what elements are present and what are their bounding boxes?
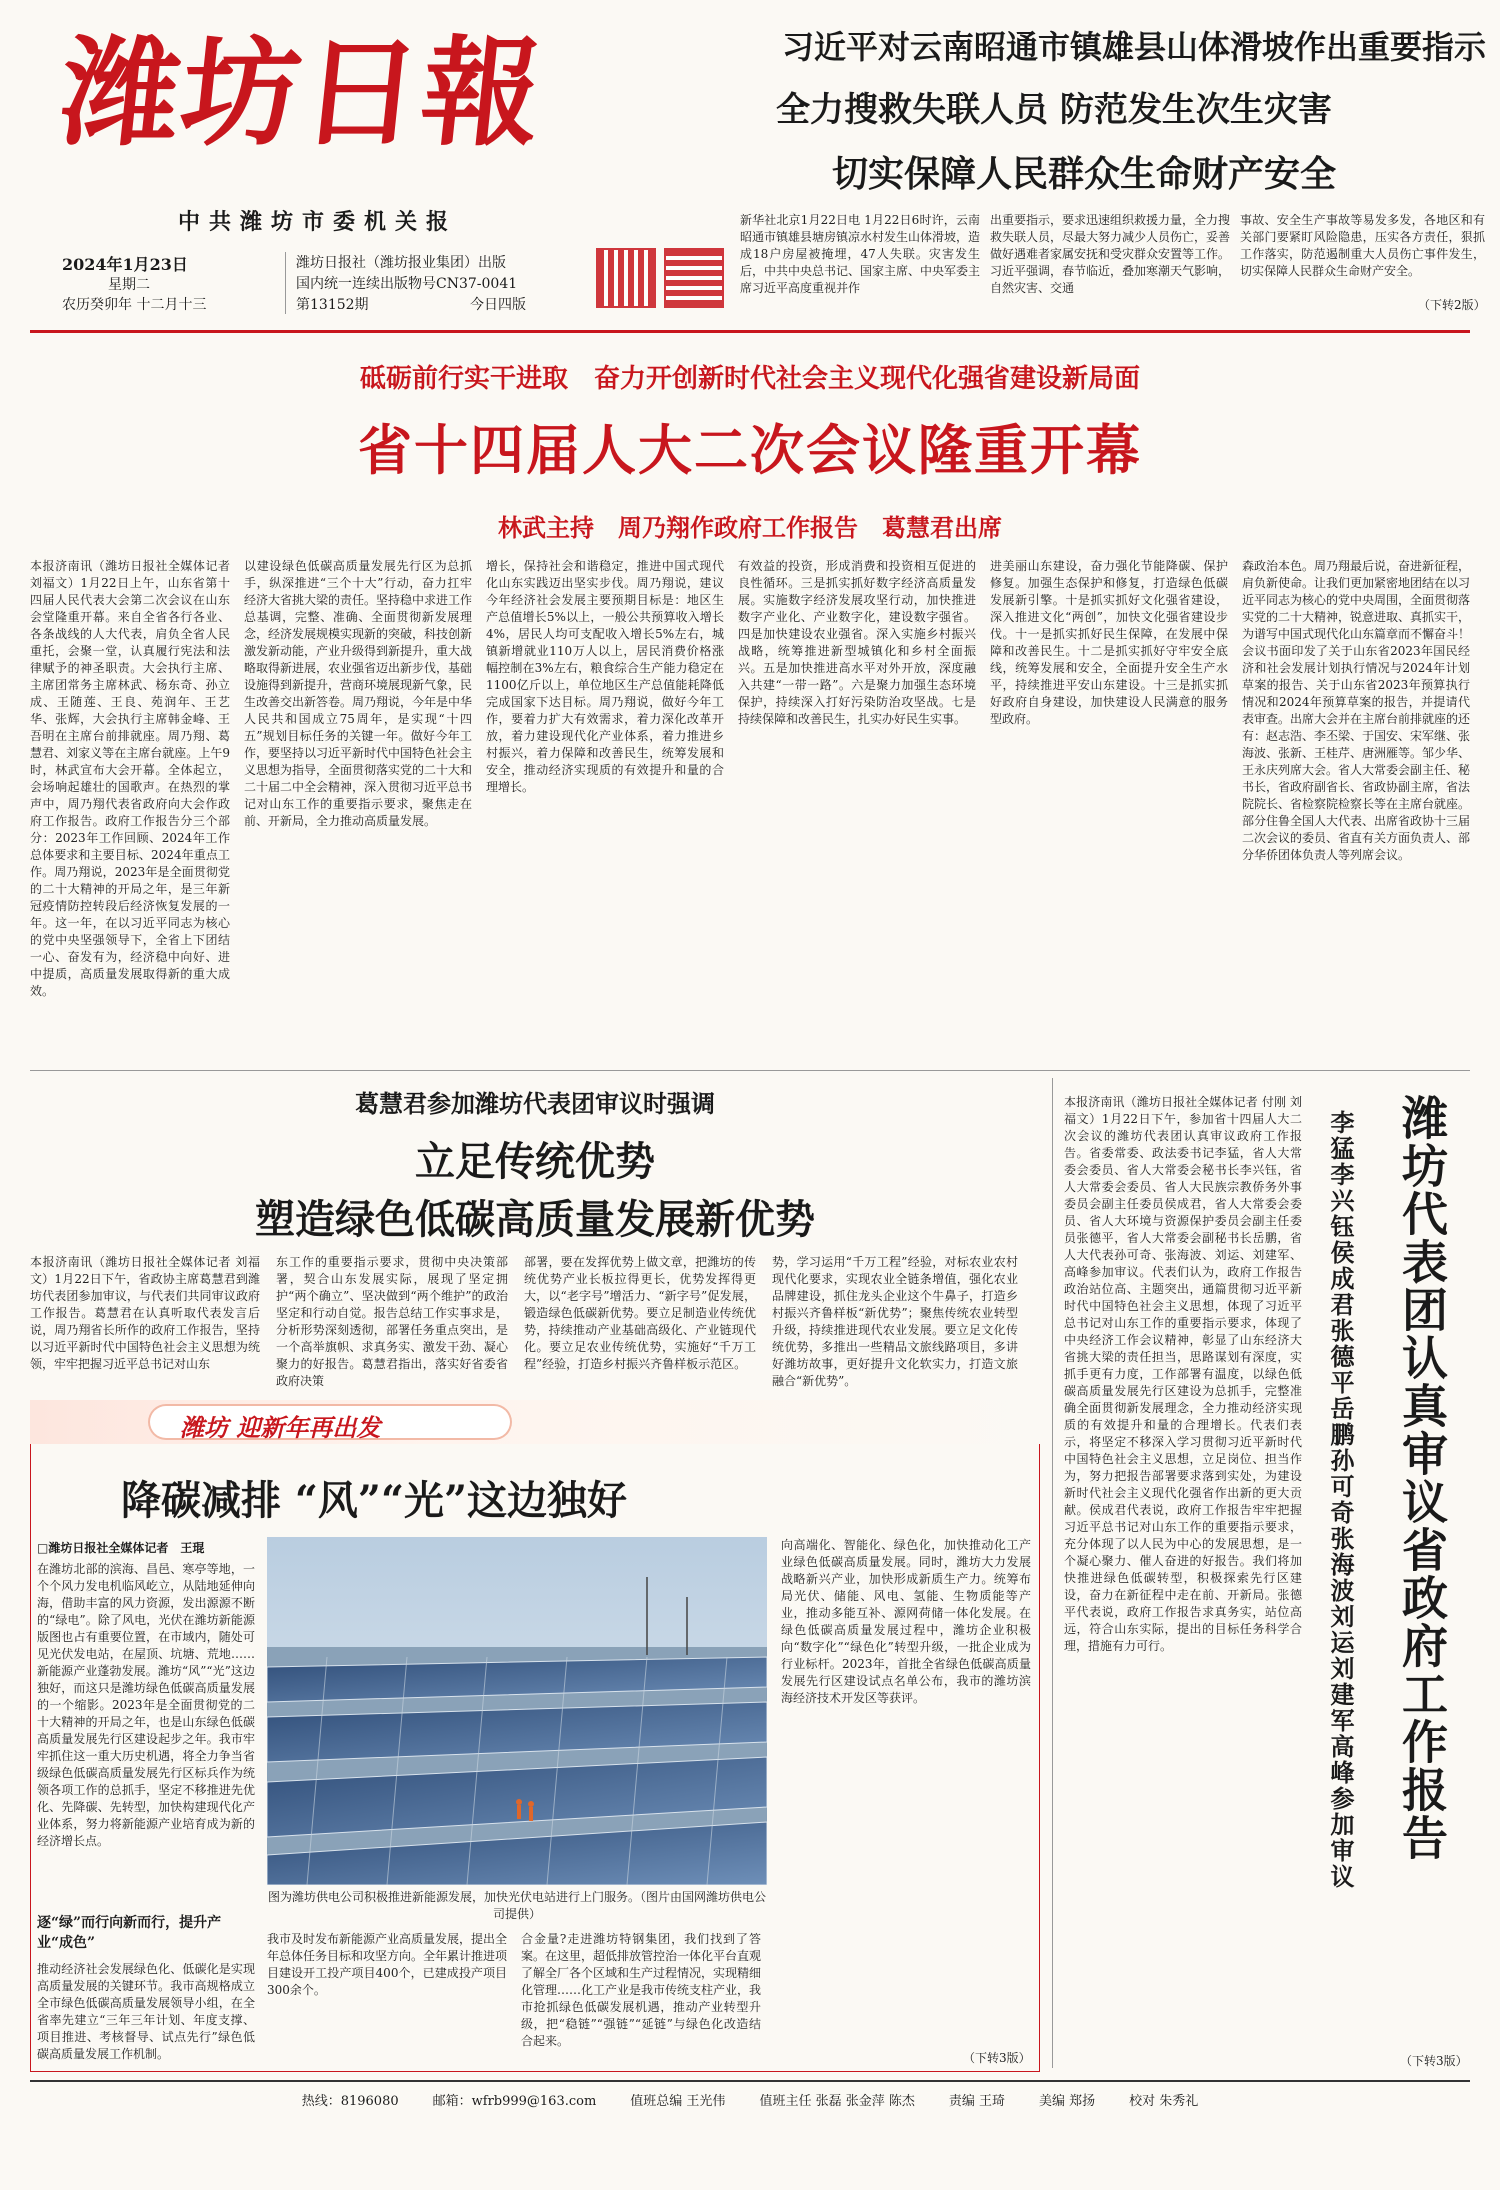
masthead-divider <box>285 252 286 314</box>
photo-caption: 图为潍坊供电公司积极推进新能源发展，加快光伏电站进行上门服务。（图片由国网潍坊供电公司提供） <box>267 1890 766 1921</box>
lead-subline: 林武主持 周乃翔作政府工作报告 葛慧君出席 <box>498 513 1002 542</box>
issue-weekday: 星期二 <box>108 277 150 293</box>
footer <box>30 2090 1470 2116</box>
second-story <box>30 1078 1040 1398</box>
cn-number: 国内统一连续出版物号CN37-0041 <box>296 276 518 292</box>
footer-phone: 热线：8196080 <box>301 2094 399 2109</box>
lead-col: 本报济南讯（潍坊日报社全媒体记者 刘福文）1月22日上午，山东省第十四届人民代表大会第二次会议在山东会堂隆重开幕。来自全省各行各业、各条战线的人大代表，肩负全省人民重托，会聚一堂，认真履行宪法和法律赋予的神圣职责。大会执行主席、主席团常务主席林武、杨东奇、孙立成、王随莲、王良、苑润年、王艺华、张辉，大会执行主席韩金峰、王吾明在主席台前排就座。周乃翔、葛慧君、刘家义等在主席台就座。上午9时，林武宣布大会开幕。全体起立，会场响起雄壮的国歌声。在热烈的掌声中，周乃翔代表省政府向大会作政府工作报告。政府工作报告分三个部分：2023年工作回顾、2024年工作总体要求和主要目标、2024年重点工作。周乃翔说，2023年是全面贯彻党的二十大精神的开局之年，是三年新冠疫情防控转段后经济恢复发展的一年。这一年，在以习近平同志为核心的党中央坚强领导下，全省上下团结一心、奋发有为，经济稳中向好、进中提质，高质量发展取得新的重大成效。 <box>30 559 230 998</box>
second-col: 势，学习运用“千万工程”经验，对标农业农村现代化要求，实现农业全链条增值，强化农业品牌建设，抓住龙头企业这个牛鼻子，打造乡村振兴齐鲁样板“新优势”；聚焦传统农业转型升级，持续推进现代农业发展。要立足文化传统优势，多推出一些精品文旅线路项目，多讲好潍坊故事，更好提升文化软实力，打造文旅融合“新优势”。 <box>772 1255 1018 1388</box>
lunar-date: 农历癸卯年 十二月十三 <box>62 297 207 313</box>
second-col: 本报济南讯（潍坊日报社全媒体记者 刘福文）1月22日下午，省政协主席葛慧君到潍坊代表团参加审议，与代表们共同审议政府工作报告。葛慧君在认真听取代表发言后说，周乃翔省长所作的政府工作报告，坚持以习近平新时代中国特色社会主义思想为统领，牢牢把握习近平总书记对山东 <box>30 1255 260 1371</box>
special-subhead: 逐“绿”而行向新而行，提升产业“成色” <box>37 1915 222 1951</box>
footer-editor: 值班总编 王光伟 <box>630 2094 726 2109</box>
banner-title: 潍坊 迎新年再出发 <box>180 1413 381 1442</box>
top-story <box>740 0 1500 320</box>
special-col: 推动经济社会发展绿色化、低碳化是实现高质量发展的关键环节。我市高规格成立全市绿色低碳高质量发展领导小组，在全省率先建立“三年三年计划、年度支撑、项目推进、考核督导、试点先行”绿色低碳高质量发展工作机制。 <box>37 1962 255 2061</box>
second-col: 东工作的重要指示要求，贯彻中央决策部署，契合山东发展实际，展现了坚定拥护“两个确立”、坚决做到“两个维护”的政治坚定和行动自觉。报告总结工作实事求是，分析形势深刻透彻，部署任务重点突出，是一个高举旗帜、求真务实、激发干劲、凝心聚力的好报告。葛慧君指出，落实好省委省政府决策 <box>276 1255 508 1388</box>
special-col: 向高端化、智能化、绿色化，加快推动化工产业绿色低碳高质量发展。同时，潍坊大力发展战略新兴产业，加快形成新质生产力。统筹布局光伏、储能、风电、氢能、生物质能等产业，推动多能互补、源网荷储一体化发展。在绿色低碳高质量发展过程中，潍坊企业积极向“数字化”“绿色化”转型升级，一批企业成为行业标杆。2023年，首批全省绿色低碳高质量发展先行区建设试点名单公布，我市的潍坊滨海经济技术开发区等获评。 <box>781 1538 1031 1705</box>
right-story-intro: 本报济南讯（潍坊日报社全媒体记者 付刚 刘福文）1月22日下午，参加省十四届人大二次会议的潍坊代表团认真审议政府工作报告。省委常委、政法委书记李猛，省人大常委会委员、省人大常委会秘书长李兴钰，省人大常委会委员、省人大民族宗教侨务外事委员会副主任委员侯成君，省人大常委会委员、省人大环境与资源保护委员会副主任委员张德平，省人大常委会副秘书长岳鹏，省人大代表孙可奇、张海波、刘运、刘建军、高峰参加审议。代表们认为，政府工作报告政治站位高、主题突出，通篇贯彻习近平新时代中国特色社会主义思想，体现了习近平总书记对山东工作的重要指示要求，体现了中央经济工作会议精神，彰显了山东经济大省挑大梁的责任担当，思路谋划有深度，实抓手更有力度，工作部署有温度，以绿色低碳高质量发展先行区建设为总抓手，完整准确全面贯彻新发展理念，全力推动经济实现质的有效提升和量的合理增长。代表们表示，将坚定不移深入学习贯彻习近平新时代中国特色社会主义思想，立足岗位、担当作为，努力把报告部署要求落到实处，为建设新时代社会主义现代化强省作出新的更大贡献。侯成君代表说，政府工作报告牢牢把握习近平总书记对山东工作的重要指示要求，充分体现了以人民为中心的发展思想，是一个凝心聚力、催人奋进的好报告。我们将加快推进绿色低碳转型，积极探索先行区建设，奋力在新征程中走在前、开新局。张德平代表说，政府工作报告求真务实，站位高远，符合山东实际，提出的目标任务科学合理，措施有力可行。 <box>1064 1095 1302 1653</box>
footer-director: 值班主任 张磊 张金萍 陈杰 <box>759 2094 915 2109</box>
top-story-headline: 习近平对云南昭通市镇雄县山体滑坡作出重要指示 <box>782 28 1487 66</box>
issue-date: 2024年1月23日 <box>62 255 188 274</box>
second-headline-2: 塑造绿色低碳高质量发展新优势 <box>255 1196 815 1243</box>
issue-number: 第13152期 <box>296 297 369 313</box>
top-story-col: 新华社北京1月22日电 1月22日6时许，云南昭通市镇雄县塘房镇凉水村发生山体滑坡，造成18户房屋被掩埋，47人失联。灾害发生后，中共中央总书记、国家主席、中央军委主席习近平高度重视并作 <box>740 213 980 295</box>
footer-rule <box>30 2080 1470 2082</box>
top-story-col: 事故、安全生产事故等易发多发，各地区和有关部门要紧盯风险隐患，压实各方责任，狠抓工作落实，防范遏制重大人员伤亡事件发生，切实保障人民群众生命财产安全。 <box>1240 213 1485 278</box>
solar-farm-photo <box>267 1537 767 1885</box>
special-section <box>30 1400 1040 2072</box>
masthead-rule <box>30 330 1470 333</box>
lead-col: 以建设绿色低碳高质量发展先行区为总抓手，纵深推进“三个十大”行动，奋力扛牢经济大省挑大梁的责任。坚持稳中求进工作总基调，完整、准确、全面贯彻新发展理念，经济发展规模实现新的突破，科技创新激发新动能，产业升级得到新提升，重大战略取得新进展，农业强省迈出新步伐，基础设施得到新提升，营商环境展现新气象，民生改善交出新答卷。周乃翔说，今年是中华人民共和国成立75周年，是实现“十四五”规划目标任务的关键一年。做好今年工作，要坚持以习近平新时代中国特色社会主义思想为指导，全面贯彻落实党的二十大和二十届二中全会精神，深入贯彻习近平总书记对山东工作的重要指示要求，聚焦走在前、开新局，全力推动高质量发展。 <box>244 559 472 828</box>
qr-code <box>664 248 724 308</box>
lead-kicker: 砥砺前行实干进取 奋力开创新时代社会主义现代化强省建设新局面 <box>359 364 1140 394</box>
lead-col: 森政治本色。周乃翔最后说，奋进新征程，肩负新使命。让我们更加紧密地团结在以习近平同志为核心的党中央周围，全面贯彻落实党的二十大精神，锐意进取、真抓实干，为谱写中国式现代化山东篇章而不懈奋斗！会议书面印发了关于山东省2023年国民经济和社会发展计划执行情况与2024年计划草案的报告、关于山东省2023年预算执行情况和2024年预算草案的报告，并提请代表审查。出席大会并在主席台前排就座的还有：赵志浩、李丕梁、于国安、宋军继、张海波、张新、王桂芹、唐洲雁等。邹少华、王永庆列席大会。省人大常委会副主任、秘书长，省政府副省长、省政协副主席，省法院院长、省检察院检察长等在主席台就座。部分住鲁全国人大代表、出席省政协十三届二次会议的委员、省直有关方面负责人、部分华侨团体负责人等列席会议。 <box>1242 559 1470 862</box>
special-headline: 降碳减排 “风”“光”这边独好 <box>121 1477 627 1524</box>
right-story-subline: 李猛李兴钰侯成君张德平岳鹏孙可奇张海波刘运刘建军高峰参加审议 <box>1326 1110 1355 1890</box>
special-col: 在潍坊北部的滨海、昌邑、寒亭等地，一个个风力发电机临风屹立，从陆地延伸向海，借助丰富的风力资源，发出源源不断的“绿电”。除了风电，光伏在潍坊新能源版图也占有重要位置，在市域内，随处可见光伏发电站，在屋顶、坑塘、荒地……新能源产业蓬勃发展。潍坊“风”“光”这边独好，而这只是潍坊绿色低碳高质量发展的一个缩影。2023年是全面贯彻党的二十大精神的开局之年，也是山东绿色低碳高质量发展先行区建设起步之年。我市牢牢抓住这一重大历史机遇，将全力争当省级绿色低碳高质量发展先行区标兵作为统领各项工作的总抓手，坚定不移推进先优化、先降碳、先转型，加快构建现代化产业体系，努力将新能源产业培育成为新的经济增长点。 <box>37 1562 255 1848</box>
second-col: 部署，要在发挥优势上做文章，把潍坊的传统优势产业长板拉得更长，优势发挥得更大，以“老字号”增活力、“新字号”促发展，锻造绿色低碳新优势。要立足制造业传统优势，持续推动产业基础高级化、产业链现代化。要立足农业传统优势，实施好“千万工程”经验，打造乡村振兴齐鲁样板示范区。 <box>524 1255 756 1371</box>
special-byline: □潍坊日报社全媒体记者 王琨 <box>37 1541 205 1555</box>
page-count: 今日四版 <box>470 297 526 313</box>
top-story-col: 出重要指示，要求迅速组织救援力量，全力搜救失联人员，尽最大努力减少人员伤亡，妥善做好遇难者家属安抚和受灾群众安置等工作。习近平强调，春节临近，叠加寒潮天气影响，自然灾害、交通 <box>990 213 1230 295</box>
newspaper-logo: 潍坊日報 <box>54 23 550 162</box>
continued-note: （下转3版） <box>963 2051 1031 2065</box>
special-col: 合金量?走进潍坊特钢集团，我们找到了答案。在这里，超低排放管控治一体化平台直观了解全厂各个区域和生产过程情况，实现精细化管理……化工产业是我市传统支柱产业，我市抢抓绿色低碳发展机遇，推动产业转型升级，把“稳链”“强链”“延链”与绿色化改造结合起来。 <box>521 1932 761 2048</box>
section-divider <box>30 1070 1470 1071</box>
footer-proof: 校对 朱秀礼 <box>1129 2094 1199 2109</box>
solar-farm-illustration <box>267 1537 767 1885</box>
footer-art: 美编 郑扬 <box>1038 2094 1096 2109</box>
second-headline: 立足传统优势 <box>415 1138 655 1185</box>
lead-col: 增长，保持社会和谐稳定，推进中国式现代化山东实践迈出坚实步伐。周乃翔说，建议今年经济社会发展主要预期目标是：地区生产总值增长5%以上，一般公共预算收入增长4%，居民人均可支配收入增长5%左右，城镇新增就业110万人以上，居民消费价格涨幅控制在3%左右，粮食综合生产能力稳定在1100亿斤以上，单位地区生产总值能耗降低完成国家下达目标。周乃翔说，做好今年工作，要着力扩大有效需求，着力深化改革开放，着力建设现代化产业体系，着力推进乡村振兴，着力保障和改善民生，统筹发展和安全，推动经济实现质的有效提升和量的合理增长。 <box>486 559 724 794</box>
masthead-subtitle: 中共潍坊市委机关报 <box>178 209 458 235</box>
footer-email: 邮箱：wfrb999@163.com <box>432 2094 597 2109</box>
qr-code <box>596 248 656 308</box>
lead-col: 进美丽山东建设，奋力强化节能降碳、保护修复。加强生态保护和修复，打造绿色低碳发展新引擎。十是抓实抓好文化强省建设，深入推进文化“两创”，加快文化强省建设步伐。十一是抓实抓好民生保障，在发展中保障和改善民生。十二是抓实抓好守牢安全底线，统筹发展和安全，全面提升安全生产水平，持续推进平安山东建设。十三是抓实抓好政府自身建设，加快建设人民满意的服务型政府。 <box>990 559 1228 726</box>
right-column-divider <box>1052 1078 1053 2068</box>
lead-headline: 省十四届人大二次会议隆重开幕 <box>358 418 1142 482</box>
section-banner <box>30 1400 1040 1444</box>
lead-col: 有效益的投资，形成消费和投资相互促进的良性循环。三是抓实抓好数字经济高质量发展。实施数字经济发展攻坚行动，加快推进数字产业化、产业数字化，建设数字强省。四是加快建设农业强省。深入实施乡村振兴战略，统筹推进新型城镇化和乡村全面振兴。五是加快推进高水平对外开放，深度融入共建“一带一路”。六是聚力加强生态环境保护，持续深入打好污染防治攻坚战。七是持续保障和改善民生，扎实办好民生实事。 <box>738 559 976 726</box>
top-story-headline-3: 切实保障人民群众生命财产安全 <box>832 153 1337 195</box>
continued-note: （下转2版） <box>1418 298 1486 312</box>
publisher-line: 潍坊日报社（潍坊报业集团）出版 <box>296 255 506 271</box>
top-story-headline-2: 全力搜救失联人员 防范发生次生灾害 <box>776 90 1332 130</box>
right-story-headline: 潍坊代表团认真审议省政府工作报告 <box>1395 1094 1449 1862</box>
second-kicker: 葛慧君参加潍坊代表团审议时强调 <box>355 1089 715 1118</box>
special-col: 我市及时发布新能源产业高质量发展，提出全年总体任务目标和攻坚方向。全年累计推进项目建设开工投产项目400个，已建成投产项目300余个。 <box>267 1932 507 1997</box>
continued-note: （下转3版） <box>1400 2054 1468 2068</box>
footer-chief: 责编 王琦 <box>948 2094 1005 2109</box>
